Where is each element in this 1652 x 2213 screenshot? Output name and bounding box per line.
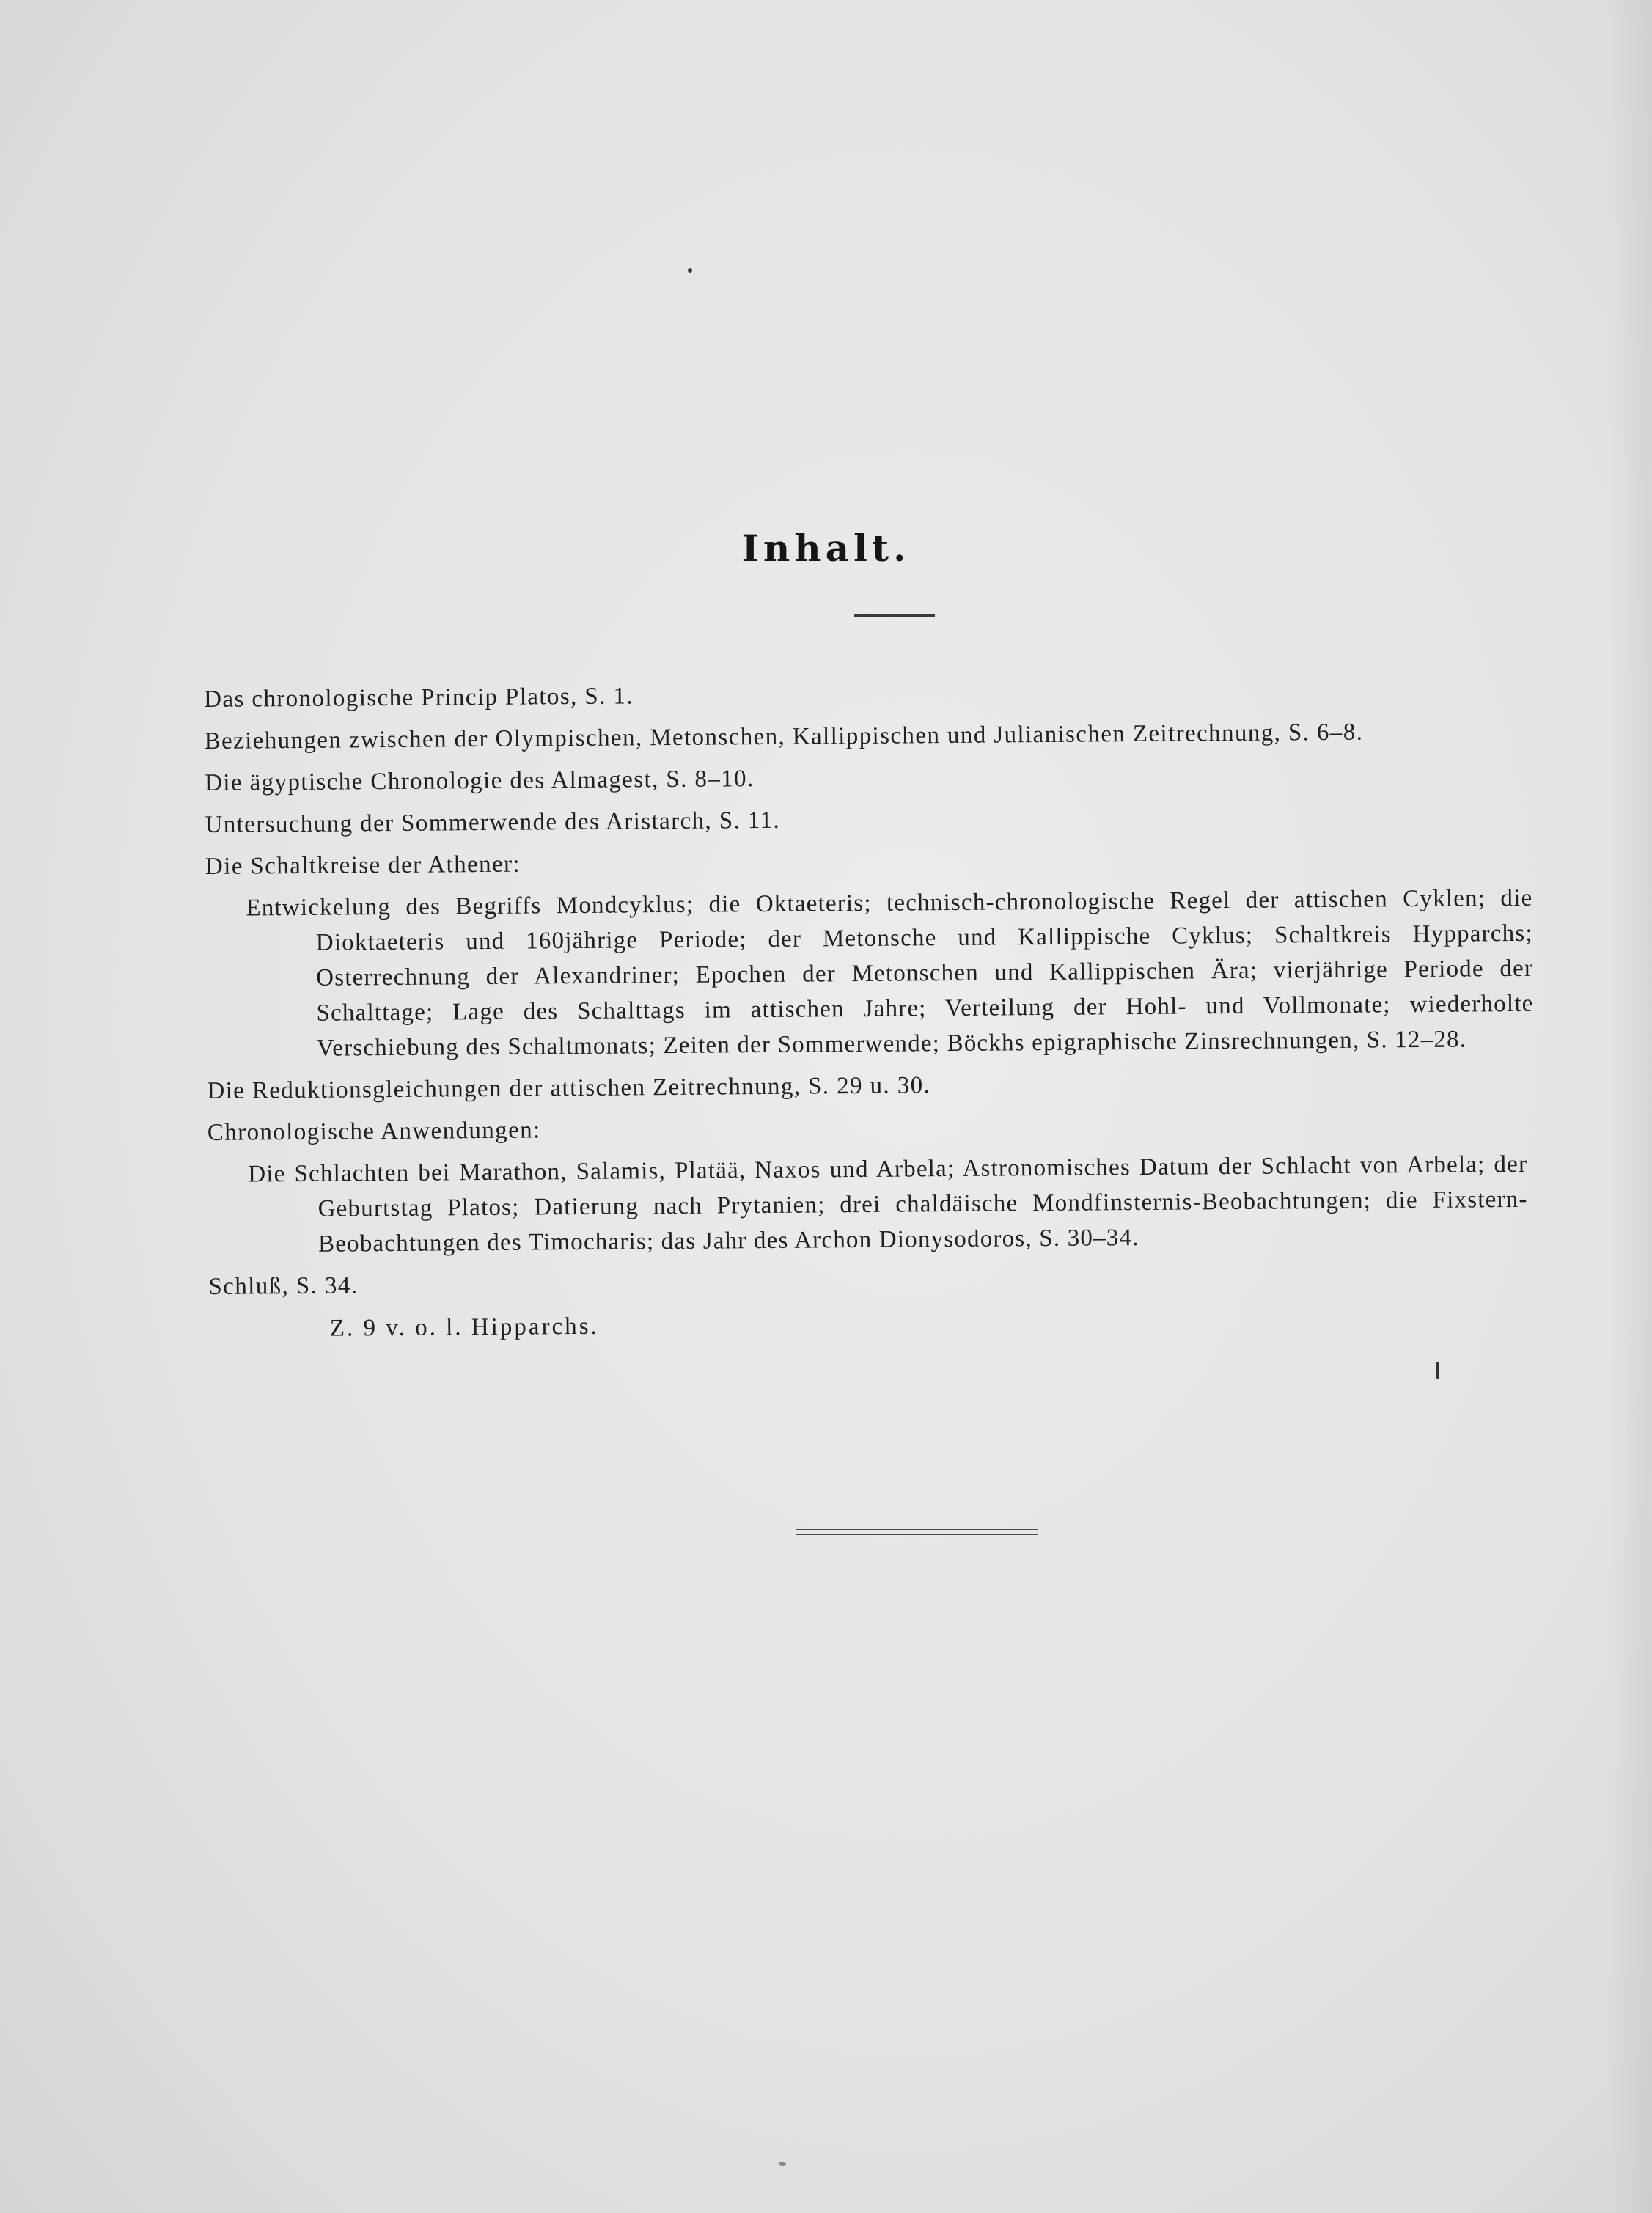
toc-entry: Beziehungen zwischen der Olympischen, Metonschen, Kallippischen und Julianischen Zeitrechnung, S. 6–8. xyxy=(204,719,1364,755)
toc-entry: Die Reduktionsgleichungen der attischen Zeitrechnung, S. 29 u. 30. xyxy=(207,1072,931,1104)
title-rule xyxy=(854,614,935,617)
toc-subentry: Entwickelung des Begriffs Mondcyklus; die Oktaeteris; technisch-chronologische Regel der attischen Cyklen; die Dioktaeteris und 160jährige Periode; der Metonsche und Kallippische Cyklus; Schaltkreis Hypparchs; Osterrechnung der Alexandriner; Epochen der Metonschen und Kallippischen Ära; vierjährige Periode der Schalttage; Lage des Schalttags im attischen Jahre; Verteilung der Hohl- und Vollmonate; wiederholte Verschiebung des Schaltmonats; Zeiten der Sommerwende; Böckhs epigraphische Zinsrechnungen, S. 12–28. xyxy=(246,884,1534,1062)
end-double-rule xyxy=(796,1529,1038,1535)
toc-entry: Die Schaltkreise der Athener: xyxy=(205,851,521,880)
toc-entry: Untersuchung der Sommerwende des Aristarch, S. 11. xyxy=(205,807,781,838)
toc-entry: Schluß, S. 34. xyxy=(208,1272,359,1300)
page-title: Inhalt. xyxy=(741,526,911,570)
dust-speck xyxy=(688,268,692,273)
toc-entry: Die ägyptische Chronologie des Almagest, S. 8–10. xyxy=(204,766,755,796)
table-of-contents xyxy=(204,671,1602,1347)
page-edge-shadow xyxy=(1608,0,1652,2213)
erratum-note: Z. 9 v. o. l. Hipparchs. xyxy=(329,1313,599,1342)
toc-entry: Das chronologische Princip Platos, S. 1. xyxy=(204,683,634,713)
toc-subentry: Die Schlachten bei Marathon, Salamis, Platää, Naxos und Arbela; Astronomisches Datum der Schlacht von Arbela; der Geburtstag Platos; Datierung nach Prytanien; drei chaldäische Mondfinsternis-Beobachtungen; die Fixstern-Beobachtungen des Timocharis; das Jahr des Archon Dionysodoros, S. 30–34. xyxy=(248,1150,1528,1258)
dust-speck xyxy=(1436,1362,1439,1379)
dust-speck xyxy=(779,2162,786,2166)
toc-entry: Chronologische Anwendungen: xyxy=(207,1117,541,1146)
